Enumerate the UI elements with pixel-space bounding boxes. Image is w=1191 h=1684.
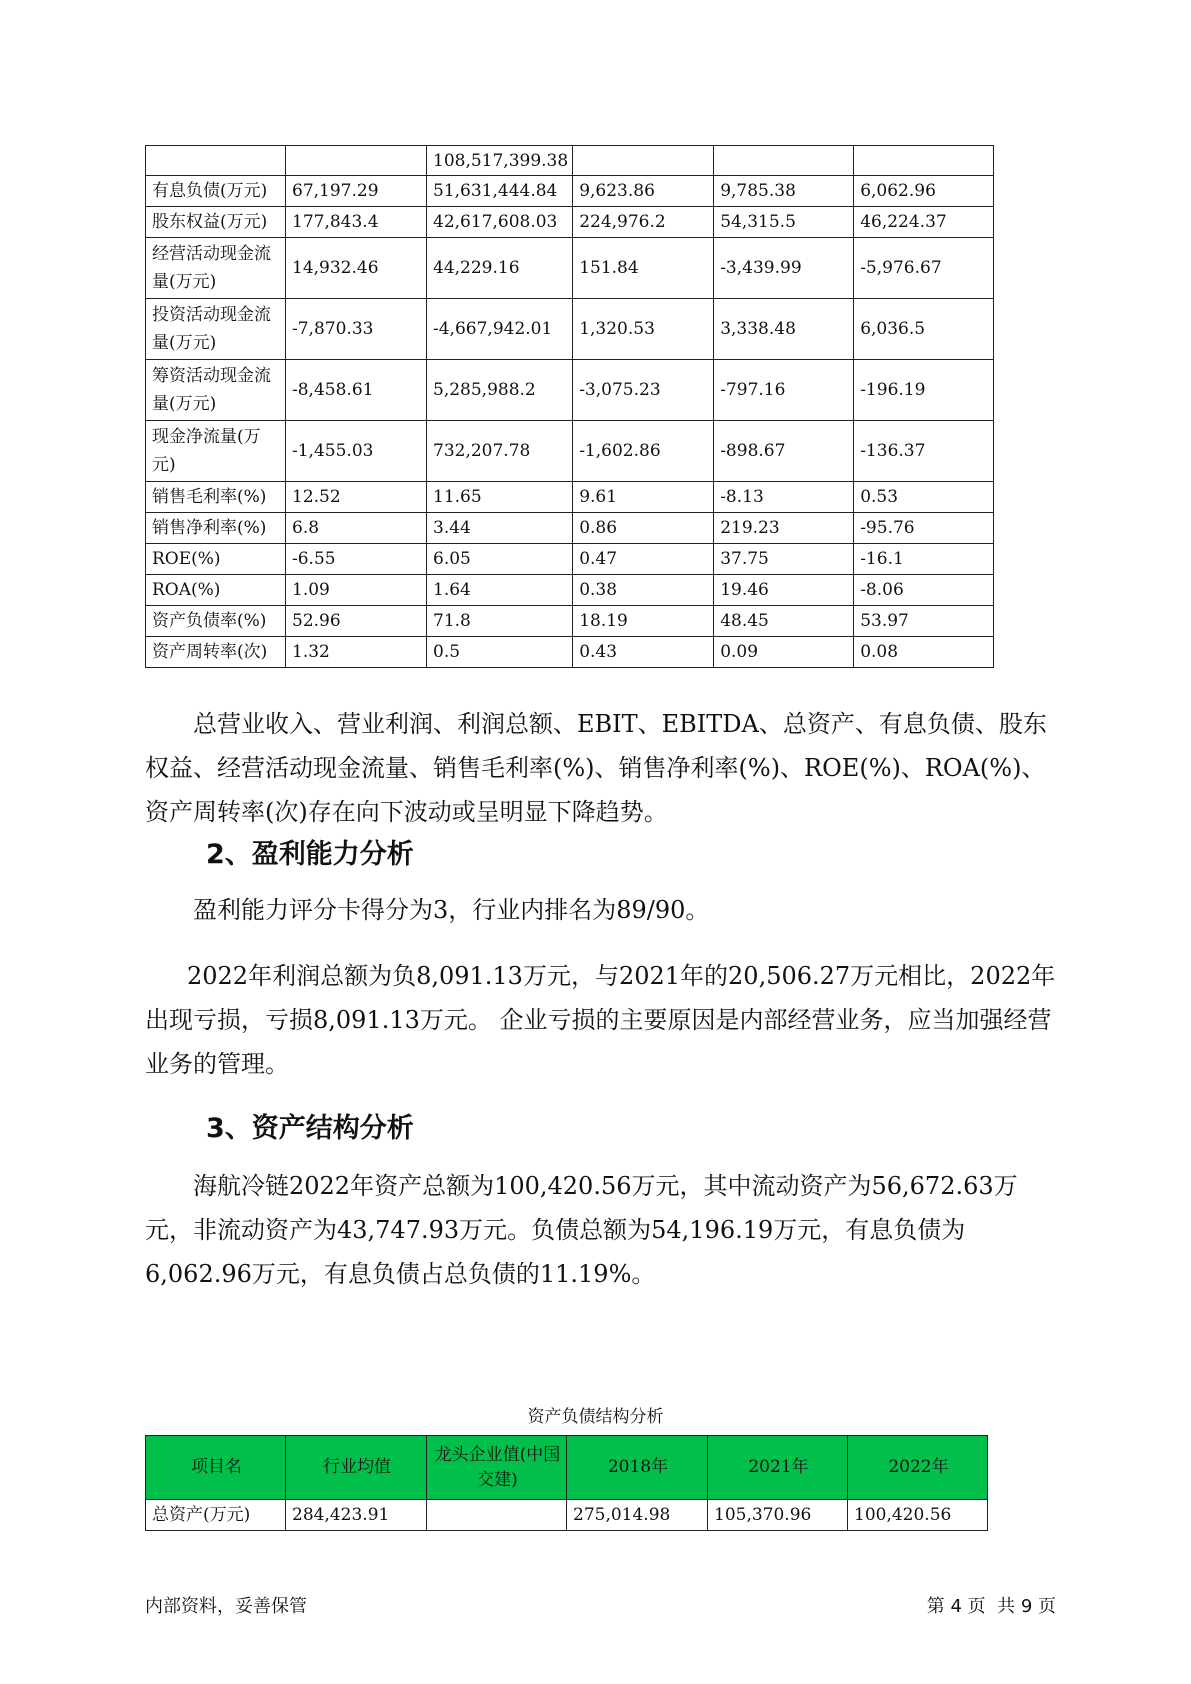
table-cell <box>286 146 427 176</box>
table-cell: 224,976.2 <box>573 207 714 238</box>
table-cell: 3.44 <box>427 513 573 544</box>
asset-structure-paragraph: 海航冷链2022年资产总额为100,420.56万元，其中流动资产为56,672.63万元，非流动资产为43,747.93万元。负债总额为54,196.19万元，有息负债为6,062.96万元，有息负债占总负债的11.19%。 <box>145 1172 1018 1288</box>
table-caption: 资产负债结构分析 <box>527 1407 664 1427</box>
table-cell: 9.61 <box>573 482 714 513</box>
table-cell: 9,623.86 <box>573 176 714 207</box>
table-cell: -95.76 <box>854 513 994 544</box>
table-cell: 19.46 <box>714 575 854 606</box>
row-label: 投资活动现金流量(万元) <box>146 299 286 360</box>
table-cell: 37.75 <box>714 544 854 575</box>
row-label: 总资产(万元) <box>146 1500 286 1531</box>
table-cell: -8,458.61 <box>286 360 427 421</box>
table-cell: 53.97 <box>854 606 994 637</box>
table-cell: 275,014.98 <box>567 1500 708 1531</box>
row-label: 经营活动现金流量(万元) <box>146 238 286 299</box>
table-cell: 54,315.5 <box>714 207 854 238</box>
table-cell: 0.86 <box>573 513 714 544</box>
table-cell: 284,423.91 <box>286 1500 427 1531</box>
column-header: 2021年 <box>708 1436 848 1500</box>
table-cell: -8.13 <box>714 482 854 513</box>
table-cell: 11.65 <box>427 482 573 513</box>
table-cell: 100,420.56 <box>848 1500 988 1531</box>
table-cell: 1.32 <box>286 637 427 668</box>
table-cell: 6.8 <box>286 513 427 544</box>
table-cell: 9,785.38 <box>714 176 854 207</box>
row-label: 筹资活动现金流量(万元) <box>146 360 286 421</box>
column-header: 龙头企业值(中国交建) <box>427 1436 567 1500</box>
row-label <box>146 146 286 176</box>
table-cell: -16.1 <box>854 544 994 575</box>
table-row <box>146 146 994 176</box>
table-cell: 0.5 <box>427 637 573 668</box>
table-cell: 105,370.96 <box>708 1500 848 1531</box>
row-label: 销售毛利率(%) <box>146 482 286 513</box>
table-row <box>146 513 994 544</box>
row-label: 资产周转率(次) <box>146 637 286 668</box>
table-row <box>146 575 994 606</box>
table-cell: 51,631,444.84 <box>427 176 573 207</box>
table-cell: 0.43 <box>573 637 714 668</box>
table-cell: 1.09 <box>286 575 427 606</box>
table-cell: -7,870.33 <box>286 299 427 360</box>
financial-indicators-table-continued <box>145 145 994 668</box>
table-row <box>146 421 994 482</box>
table-cell: 0.09 <box>714 637 854 668</box>
table-cell: -3,439.99 <box>714 238 854 299</box>
table-cell: -196.19 <box>854 360 994 421</box>
table-cell: -6.55 <box>286 544 427 575</box>
table-cell: -1,602.86 <box>573 421 714 482</box>
profit-score-paragraph: 盈利能力评分卡得分为3，行业内排名为89/90。 <box>193 896 710 924</box>
table-cell: 177,843.4 <box>286 207 427 238</box>
table-cell: 732,207.78 <box>427 421 573 482</box>
table-cell: 48.45 <box>714 606 854 637</box>
table-cell: 0.08 <box>854 637 994 668</box>
table-cell <box>573 146 714 176</box>
table-cell: 71.8 <box>427 606 573 637</box>
table-cell: 6,062.96 <box>854 176 994 207</box>
table-cell: 6,036.5 <box>854 299 994 360</box>
table-cell: 14,932.46 <box>286 238 427 299</box>
table-cell: -8.06 <box>854 575 994 606</box>
table-header-row <box>146 1436 988 1500</box>
row-label: 销售净利率(%) <box>146 513 286 544</box>
table-row <box>146 544 994 575</box>
asset-liability-structure-table <box>145 1435 988 1531</box>
table-row <box>146 176 994 207</box>
row-label: 股东权益(万元) <box>146 207 286 238</box>
table-row <box>146 299 994 360</box>
section-heading-profitability: 2、盈利能力分析 <box>206 839 414 870</box>
table-cell: 0.38 <box>573 575 714 606</box>
table-cell: 5,285,988.2 <box>427 360 573 421</box>
table-cell: -898.67 <box>714 421 854 482</box>
table-row <box>146 637 994 668</box>
footer-confidential-note: 内部资料，妥善保管 <box>145 1596 307 1617</box>
table-cell: -3,075.23 <box>573 360 714 421</box>
table-cell: 108,517,399.38 <box>427 146 573 176</box>
table-row <box>146 207 994 238</box>
table-row <box>146 482 994 513</box>
table-row <box>146 360 994 421</box>
table-cell: 52.96 <box>286 606 427 637</box>
table-cell: 0.47 <box>573 544 714 575</box>
row-label: ROA(%) <box>146 575 286 606</box>
table-cell: -5,976.67 <box>854 238 994 299</box>
section-heading-asset-structure: 3、资产结构分析 <box>206 1113 414 1144</box>
row-label: 有息负债(万元) <box>146 176 286 207</box>
table-cell <box>854 146 994 176</box>
row-label: ROE(%) <box>146 544 286 575</box>
table-cell: 46,224.37 <box>854 207 994 238</box>
profit-detail-paragraph: 2022年利润总额为负8,091.13万元，与2021年的20,506.27万元相比，2022年出现亏损，亏损8,091.13万元。 企业亏损的主要原因是内部经营业务，应当加强经营业务的管理。 <box>145 962 1056 1078</box>
table-cell: 42,617,608.03 <box>427 207 573 238</box>
table-cell: 67,197.29 <box>286 176 427 207</box>
table-cell: 219.23 <box>714 513 854 544</box>
table-row <box>146 606 994 637</box>
table-cell: -797.16 <box>714 360 854 421</box>
table-cell: 151.84 <box>573 238 714 299</box>
column-header: 2018年 <box>567 1436 708 1500</box>
table-cell: 44,229.16 <box>427 238 573 299</box>
table-cell: 1.64 <box>427 575 573 606</box>
trend-paragraph: 总营业收入、营业利润、利润总额、EBIT、EBITDA、总资产、有息负债、股东权益、经营活动现金流量、销售毛利率(%)、销售净利率(%)、ROE(%)、ROA(%)、资产周转率(次)存在向下波动或呈明显下降趋势。 <box>145 710 1047 826</box>
table-cell: -136.37 <box>854 421 994 482</box>
table-cell: 0.53 <box>854 482 994 513</box>
table-row <box>146 238 994 299</box>
column-header: 行业均值 <box>286 1436 427 1500</box>
column-header: 2022年 <box>848 1436 988 1500</box>
table-cell: 3,338.48 <box>714 299 854 360</box>
footer-page-number: 第 4 页 共 9 页 <box>926 1596 1056 1617</box>
row-label: 资产负债率(%) <box>146 606 286 637</box>
table-cell: -4,667,942.01 <box>427 299 573 360</box>
table-cell: 18.19 <box>573 606 714 637</box>
table-cell: 1,320.53 <box>573 299 714 360</box>
row-label: 现金净流量(万元) <box>146 421 286 482</box>
table-cell: 12.52 <box>286 482 427 513</box>
table-cell: 6.05 <box>427 544 573 575</box>
column-header: 项目名 <box>146 1436 286 1500</box>
table-row <box>146 1500 988 1531</box>
table-cell <box>714 146 854 176</box>
table-cell <box>427 1500 567 1531</box>
table-cell: -1,455.03 <box>286 421 427 482</box>
